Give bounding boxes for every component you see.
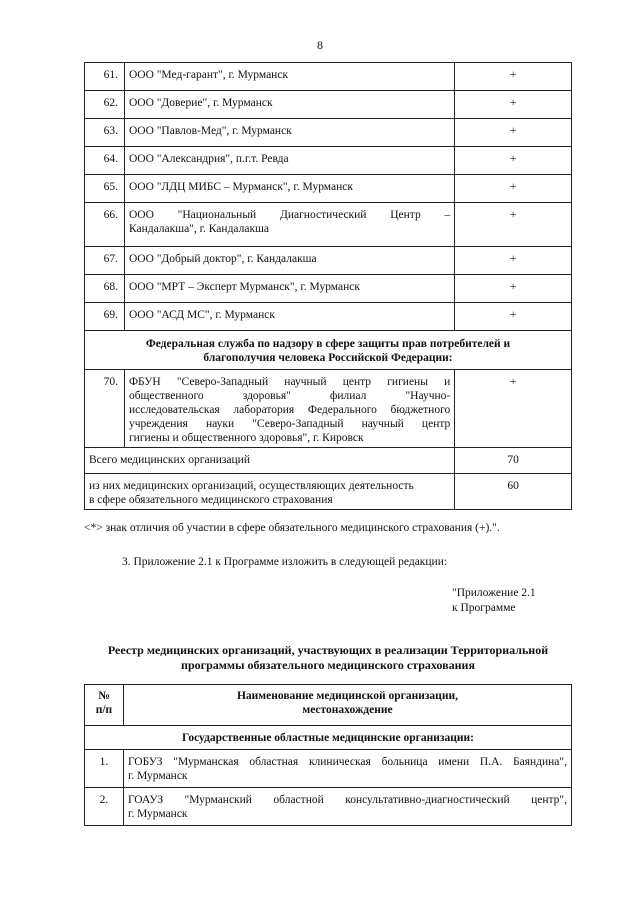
- oms-mark: +: [455, 247, 572, 275]
- row-number: 64.: [85, 147, 125, 175]
- section-heading: Государственные областные медицинские организации:: [85, 726, 572, 750]
- organization-name-line: ГОАУЗ "Мурманский областной консультативно-диагностический центр",: [127, 794, 567, 806]
- table-row: [85, 275, 572, 303]
- row-number: 61.: [85, 63, 125, 91]
- appendix-caption-line: "Приложение 2.1: [452, 587, 536, 599]
- organization-name: [124, 370, 454, 448]
- organization-name-line: исследовательская лаборатория Федерального бюджетного: [128, 404, 451, 416]
- organization-name: ООО "Добрый доктор", г. Кандалакша: [124, 247, 454, 275]
- footnote: <*> знак отличия об участии в сфере обязательного медицинского страхования (+).".: [84, 522, 500, 534]
- oms-total-label-line: в сфере обязательного медицинского страхования: [89, 494, 333, 506]
- oms-mark: +: [455, 303, 572, 331]
- total-value: 70: [455, 448, 572, 474]
- table-row: [85, 247, 572, 275]
- appendix-caption-line: к Программе: [452, 602, 516, 614]
- totals-row: [85, 474, 572, 510]
- page-number: 8: [317, 38, 323, 52]
- paragraph: 3. Приложение 2.1 к Программе изложить в следующей редакции:: [122, 556, 448, 568]
- organization-name: ООО "Павлов-Мед", г. Мурманск: [124, 119, 454, 147]
- row-number: 70.: [85, 370, 125, 448]
- row-number: 67.: [85, 247, 125, 275]
- table-row: [85, 788, 572, 826]
- organization-name-line: ФБУН "Северо-Западный научный центр гигиены и: [128, 376, 451, 388]
- row-number: 68.: [85, 275, 125, 303]
- organization-name: ООО "Александрия", п.г.т. Ревда: [124, 147, 454, 175]
- oms-mark: +: [455, 63, 572, 91]
- organization-name-line: г. Мурманск: [127, 770, 188, 782]
- column-header-name: [123, 685, 571, 726]
- organization-name: ООО "МРТ – Эксперт Мурманск", г. Мурманск: [124, 275, 454, 303]
- table-row: [85, 370, 572, 448]
- column-header-number: [85, 685, 124, 726]
- oms-total-label-line: из них медицинских организаций, осуществляющих деятельность: [89, 480, 414, 492]
- section-heading-row: [85, 331, 572, 370]
- row-number: 62.: [85, 91, 125, 119]
- table-row: [85, 119, 572, 147]
- table-row: [85, 750, 572, 788]
- organization-name-line: ГОБУЗ "Мурманская областная клиническая больница имени П.А. Баяндина",: [127, 756, 567, 768]
- row-number: 65.: [85, 175, 125, 203]
- organization-name-line: г. Мурманск: [127, 808, 188, 820]
- organization-name-line: ООО "Национальный Диагностический Центр –: [128, 209, 451, 221]
- organization-name: [123, 750, 571, 788]
- oms-mark: +: [455, 119, 572, 147]
- registry-title-line: Реестр медицинских организаций, участвующих в реализации Территориальной: [107, 643, 549, 657]
- oms-mark: +: [455, 275, 572, 303]
- column-header-line: местонахождение: [302, 704, 393, 716]
- column-header-line: Наименование медицинской организации,: [236, 690, 458, 702]
- table-row: [85, 147, 572, 175]
- table-header-row: [85, 685, 572, 726]
- organizations-table: [84, 62, 572, 510]
- row-number: 1.: [85, 750, 124, 788]
- row-number: 69.: [85, 303, 125, 331]
- row-number: 2.: [85, 788, 124, 826]
- organization-name-line: гигиены и общественного здоровья", г. Кировск: [128, 432, 364, 444]
- section-heading-row: [85, 726, 572, 750]
- appendix-caption: [452, 586, 536, 616]
- table-row: [85, 303, 572, 331]
- oms-total-value: 60: [455, 474, 572, 510]
- organization-name-line: Кандалакша", г. Кандалакша: [128, 223, 270, 235]
- organization-name-line: учреждения науки "Северо-Западный научный центр: [128, 418, 451, 430]
- table-row: [85, 91, 572, 119]
- organization-name: [123, 788, 571, 826]
- registry-title: [84, 643, 572, 673]
- total-label: Всего медицинских организаций: [85, 448, 455, 474]
- organization-name: ООО "Мед-гарант", г. Мурманск: [124, 63, 454, 91]
- table-row: [85, 63, 572, 91]
- organization-name: ООО "ЛДЦ МИБС – Мурманск", г. Мурманск: [124, 175, 454, 203]
- oms-mark: +: [455, 203, 572, 247]
- organization-name-line: общественного здоровья" филиал "Научно-: [128, 390, 451, 402]
- row-number: 63.: [85, 119, 125, 147]
- section-heading-line: Федеральная служба по надзору в сфере защиты прав потребителей и: [145, 338, 511, 350]
- section-heading: [85, 331, 572, 370]
- section-heading-line: благополучия человека Российской Федерации:: [203, 352, 453, 364]
- oms-total-label: [85, 474, 455, 510]
- column-header-line: №: [98, 690, 110, 702]
- registry-title-line: программы обязательного медицинского страхования: [181, 658, 475, 672]
- organization-name: ООО "АСД МС", г. Мурманск: [124, 303, 454, 331]
- totals-row: [85, 448, 572, 474]
- oms-mark: +: [455, 370, 572, 448]
- table-row: [85, 203, 572, 247]
- row-number: 66.: [85, 203, 125, 247]
- oms-mark: +: [455, 175, 572, 203]
- column-header-line: п/п: [95, 704, 113, 716]
- oms-mark: +: [455, 147, 572, 175]
- registry-table: [84, 684, 572, 826]
- table-row: [85, 175, 572, 203]
- organization-name: [124, 203, 454, 247]
- oms-mark: +: [455, 91, 572, 119]
- organization-name: ООО "Доверие", г. Мурманск: [124, 91, 454, 119]
